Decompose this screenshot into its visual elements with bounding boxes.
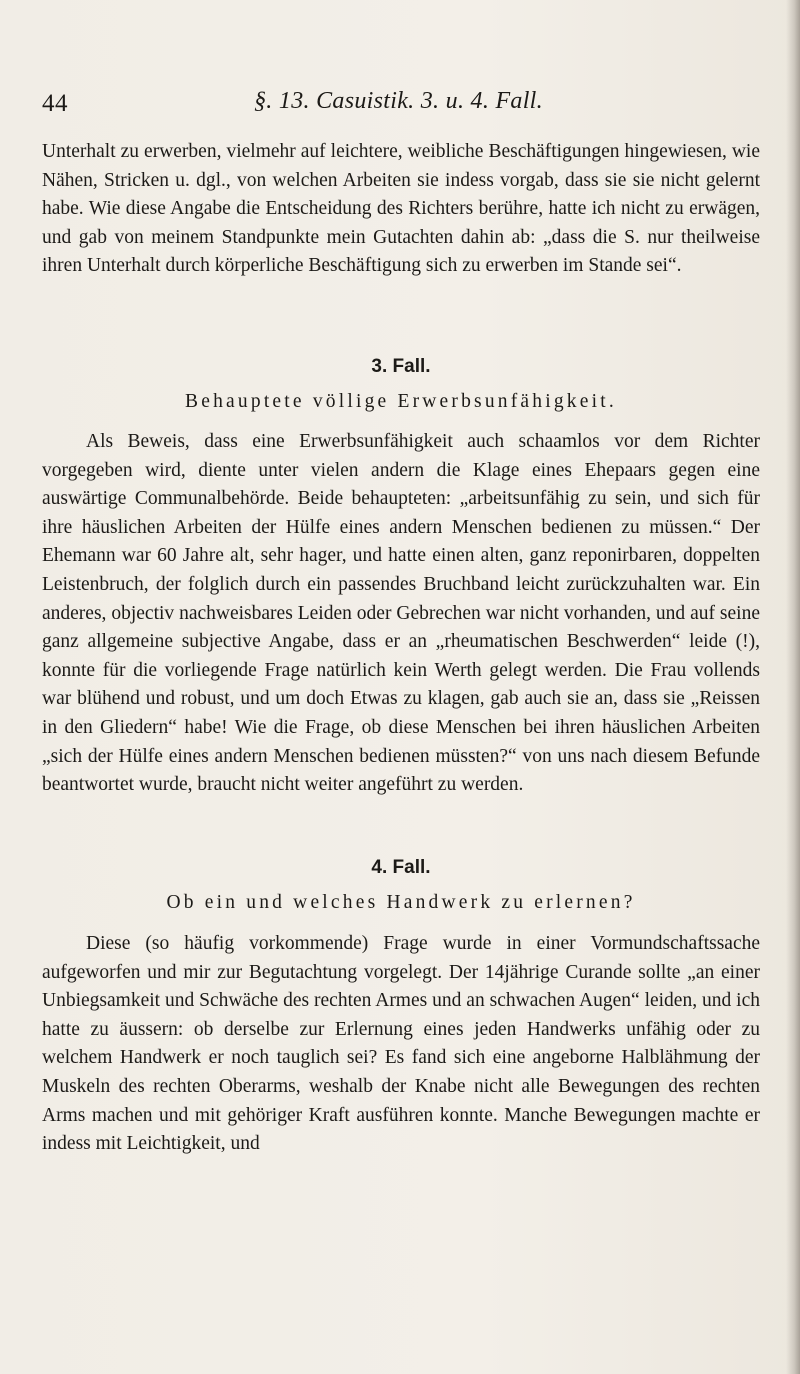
running-head (42, 86, 762, 122)
intro-paragraph-block (42, 138, 760, 281)
intro-paragraph: Unterhalt zu erwerben, vielmehr auf leichtere, weibliche Beschäftigungen hingewiesen, wie Nähen, Stricken u. dgl., von welchen Arbeiten sie indess vorgab, dass sie sie nicht gelernt habe. Wie diese Angabe die Entscheidung des Richters berühre, hatte ich nicht zu erwägen, und gab von meinem Standpunkte mein Gutachten dahin ab: „dass die S. nur theilweise ihren Unterhalt durch körperliche Beschäftigung sich zu erwerben im Stande sei“. (42, 141, 760, 277)
case-4-subtitle: Ob ein und welches Handwerk zu erlernen? (166, 892, 636, 913)
case-3-body-block (42, 428, 760, 800)
page-number: 44 (42, 90, 68, 117)
case-3-paragraph: Als Beweis, dass eine Erwerbsunfähigkeit auch schaamlos vor dem Richter vorgegeben wird, diente unter vielen andern die Klage eines Ehepaars gegen eine auswärtige Communalbehörde. Beide behaupteten: „arbeitsunfähig zu sein, und sich für ihre häuslichen Arbeiten der Hülfe eines andern Menschen bedienen zu müssen.“ Der Ehemann war 60 Jahre alt, sehr hager, und hatte einen alten, ganz reponirbaren, doppelten Leistenbruch, der folglich durch ein passendes Bruchband leicht zurückzuhalten war. Ein anderes, objectiv nachweisbares Leiden oder Gebrechen war nicht vorhanden, und auf seine ganz allgemeine subjective Angabe, dass er an „rheumatischen Beschwerden“ leide (!), konnte für die vorliegende Frage natürlich kein Werth gelegt werden. Die Frau vollends war blühend und robust, und um doch Etwas zu klagen, gab auch sie an, dass sie „Reissen in den Gliedern“ habe! Wie die Frage, ob diese Menschen bei ihren häuslichen Arbeiten „sich der Hülfe eines andern Menschen bedienen müssten?“ von uns nach diesem Befunde beantwortet wurde, braucht nicht weiter angeführt zu werden. (42, 431, 760, 796)
case-4-body-block (42, 930, 760, 1159)
case-4-title: 4. Fall. (371, 857, 431, 878)
page-edge-shadow (786, 0, 800, 1374)
case-3-title: 3. Fall. (371, 356, 431, 377)
case-4-paragraph: Diese (so häufig vorkommende) Frage wurde in einer Vormundschaftssache aufgeworfen und mir zur Begutachtung vorgelegt. Der 14jährige Curande sollte „an einer Unbiegsamkeit und Schwäche des rechten Armes und an schwachen Augen“ leiden, und ich hatte zu äussern: ob derselbe zur Erlernung eines jeden Handwerks unfähig oder zu welchem Handwerk er noch tauglich sei? Es fand sich eine angeborne Halblähmung der Muskeln des rechten Oberarms, weshalb der Knabe nicht alle Bewegungen des rechten Arms machen und mit gehöriger Kraft ausführen konnte. Manche Bewegungen machte er indess mit Leichtigkeit, und (42, 933, 760, 1155)
running-head-title: §. 13. Casuistik. 3. u. 4. Fall. (254, 88, 543, 114)
case-3-subtitle: Behauptete völlige Erwerbsunfähigkeit. (185, 391, 617, 412)
